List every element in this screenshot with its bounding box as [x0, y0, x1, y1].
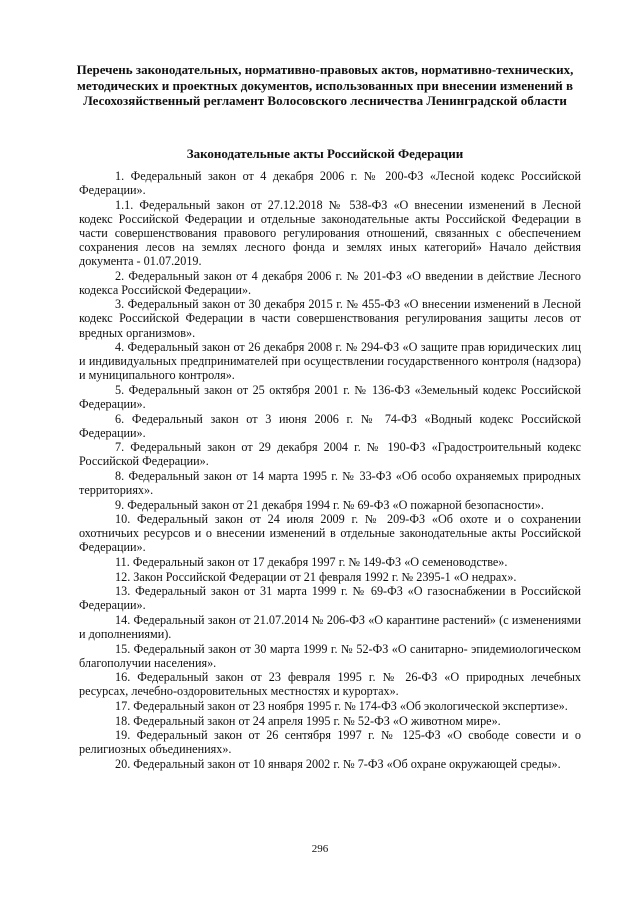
list-item: 15. Федеральный закон от 30 марта 1999 г. № 52-ФЗ «О санитарно- эпидемиологическом благополучии населения». — [79, 641, 581, 670]
list-item: 13. Федеральный закон от 31 марта 1999 г. № 69-ФЗ «О газоснабжении в Российской Федерации». — [79, 584, 581, 613]
list-item: 19. Федеральный закон от 26 сентября 1997 г. № 125-ФЗ «О свободе совести и о религиозных объединениях». — [79, 728, 581, 757]
section-heading: Законодательные акты Российской Федерации — [186, 146, 464, 161]
list-item: 1.1. Федеральный закон от 27.12.2018 № 538-ФЗ «О внесении изменений в Лесной кодекс Российской Федерации и отдельные законодательные акты Российской Федерации в части совершенствования правового регулирования отношений, связанных с обеспечением сохранения лесов на землях лесного фонда и землях иных категорий» Начало действия документа - 01.07.2019. — [79, 197, 581, 269]
list-item: 5. Федеральный закон от 25 октября 2001 г. № 136-ФЗ «Земельный кодекс Российской Федерации». — [79, 382, 581, 411]
list-item: 10. Федеральный закон от 24 июля 2009 г. № 209-ФЗ «Об охоте и о сохранении охотничьих ресурсов и о внесении изменений в отдельные законодательные акты Российской Федерации». — [79, 512, 581, 555]
list-item: 8. Федеральный закон от 14 марта 1995 г. № 33-ФЗ «Об особо охраняемых природных территориях». — [79, 468, 581, 498]
list-item: 16. Федеральный закон от 23 февраля 1995 г. № 26-ФЗ «О природных лечебных ресурсах, лечебно-оздоровительных местностях и курортах». — [79, 670, 581, 699]
list-item: 3. Федеральный закон от 30 декабря 2015 г. № 455-ФЗ «О внесении изменений в Лесной кодекс Российской Федерации в части совершенствования регулирования защиты лесов от вредных организмов». — [79, 297, 581, 340]
list-item: 11. Федеральный закон от 17 декабря 1997 г. № 149-ФЗ «О семеноводстве». — [115, 555, 508, 570]
legislation-list — [79, 169, 581, 771]
document-title: Перечень законодательных, нормативно-правовых актов, нормативно-технических, методических и проектных документов, использованных при внесении изменений в Лесохозяйственный регламент Волосовского лесничества Ленинградской области — [76, 62, 574, 108]
page-number: 296 — [311, 843, 329, 855]
list-item: 6. Федеральный закон от 3 июня 2006 г. № 74-ФЗ «Водный кодекс Российской Федерации». — [79, 411, 581, 440]
list-item: 1. Федеральный закон от 4 декабря 2006 г. № 200-ФЗ «Лесной кодекс Российской Федерации». — [79, 169, 581, 198]
list-item: 20. Федеральный закон от 10 января 2002 г. № 7-ФЗ «Об охране окружающей среды». — [115, 756, 561, 771]
list-item: 18. Федеральный закон от 24 апреля 1995 г. № 52-ФЗ «О животном мире». — [115, 713, 501, 728]
list-item: 12. Закон Российской Федерации от 21 февраля 1992 г. № 2395-1 «О недрах». — [115, 569, 517, 584]
list-item: 4. Федеральный закон от 26 декабря 2008 г. № 294-ФЗ «О защите прав юридических лиц и индивидуальных предпринимателей при осуществлении государственного контроля (надзора) и муниципального контроля». — [79, 340, 581, 383]
list-item: 14. Федеральный закон от 21.07.2014 № 206-ФЗ «О карантине растений» (с изменениями и дополнениями). — [79, 612, 581, 641]
list-item: 9. Федеральный закон от 21 декабря 1994 г. № 69-ФЗ «О пожарной безопасности». — [115, 497, 544, 512]
list-item: 7. Федеральный закон от 29 декабря 2004 г. № 190-ФЗ «Градостроительный кодекс Российской Федерации». — [79, 440, 581, 469]
list-item: 17. Федеральный закон от 23 ноября 1995 г. № 174-ФЗ «Об экологической экспертизе». — [115, 698, 568, 713]
list-item: 2. Федеральный закон от 4 декабря 2006 г. № 201-ФЗ «О введении в действие Лесного кодекса Российской Федерации». — [79, 268, 581, 297]
